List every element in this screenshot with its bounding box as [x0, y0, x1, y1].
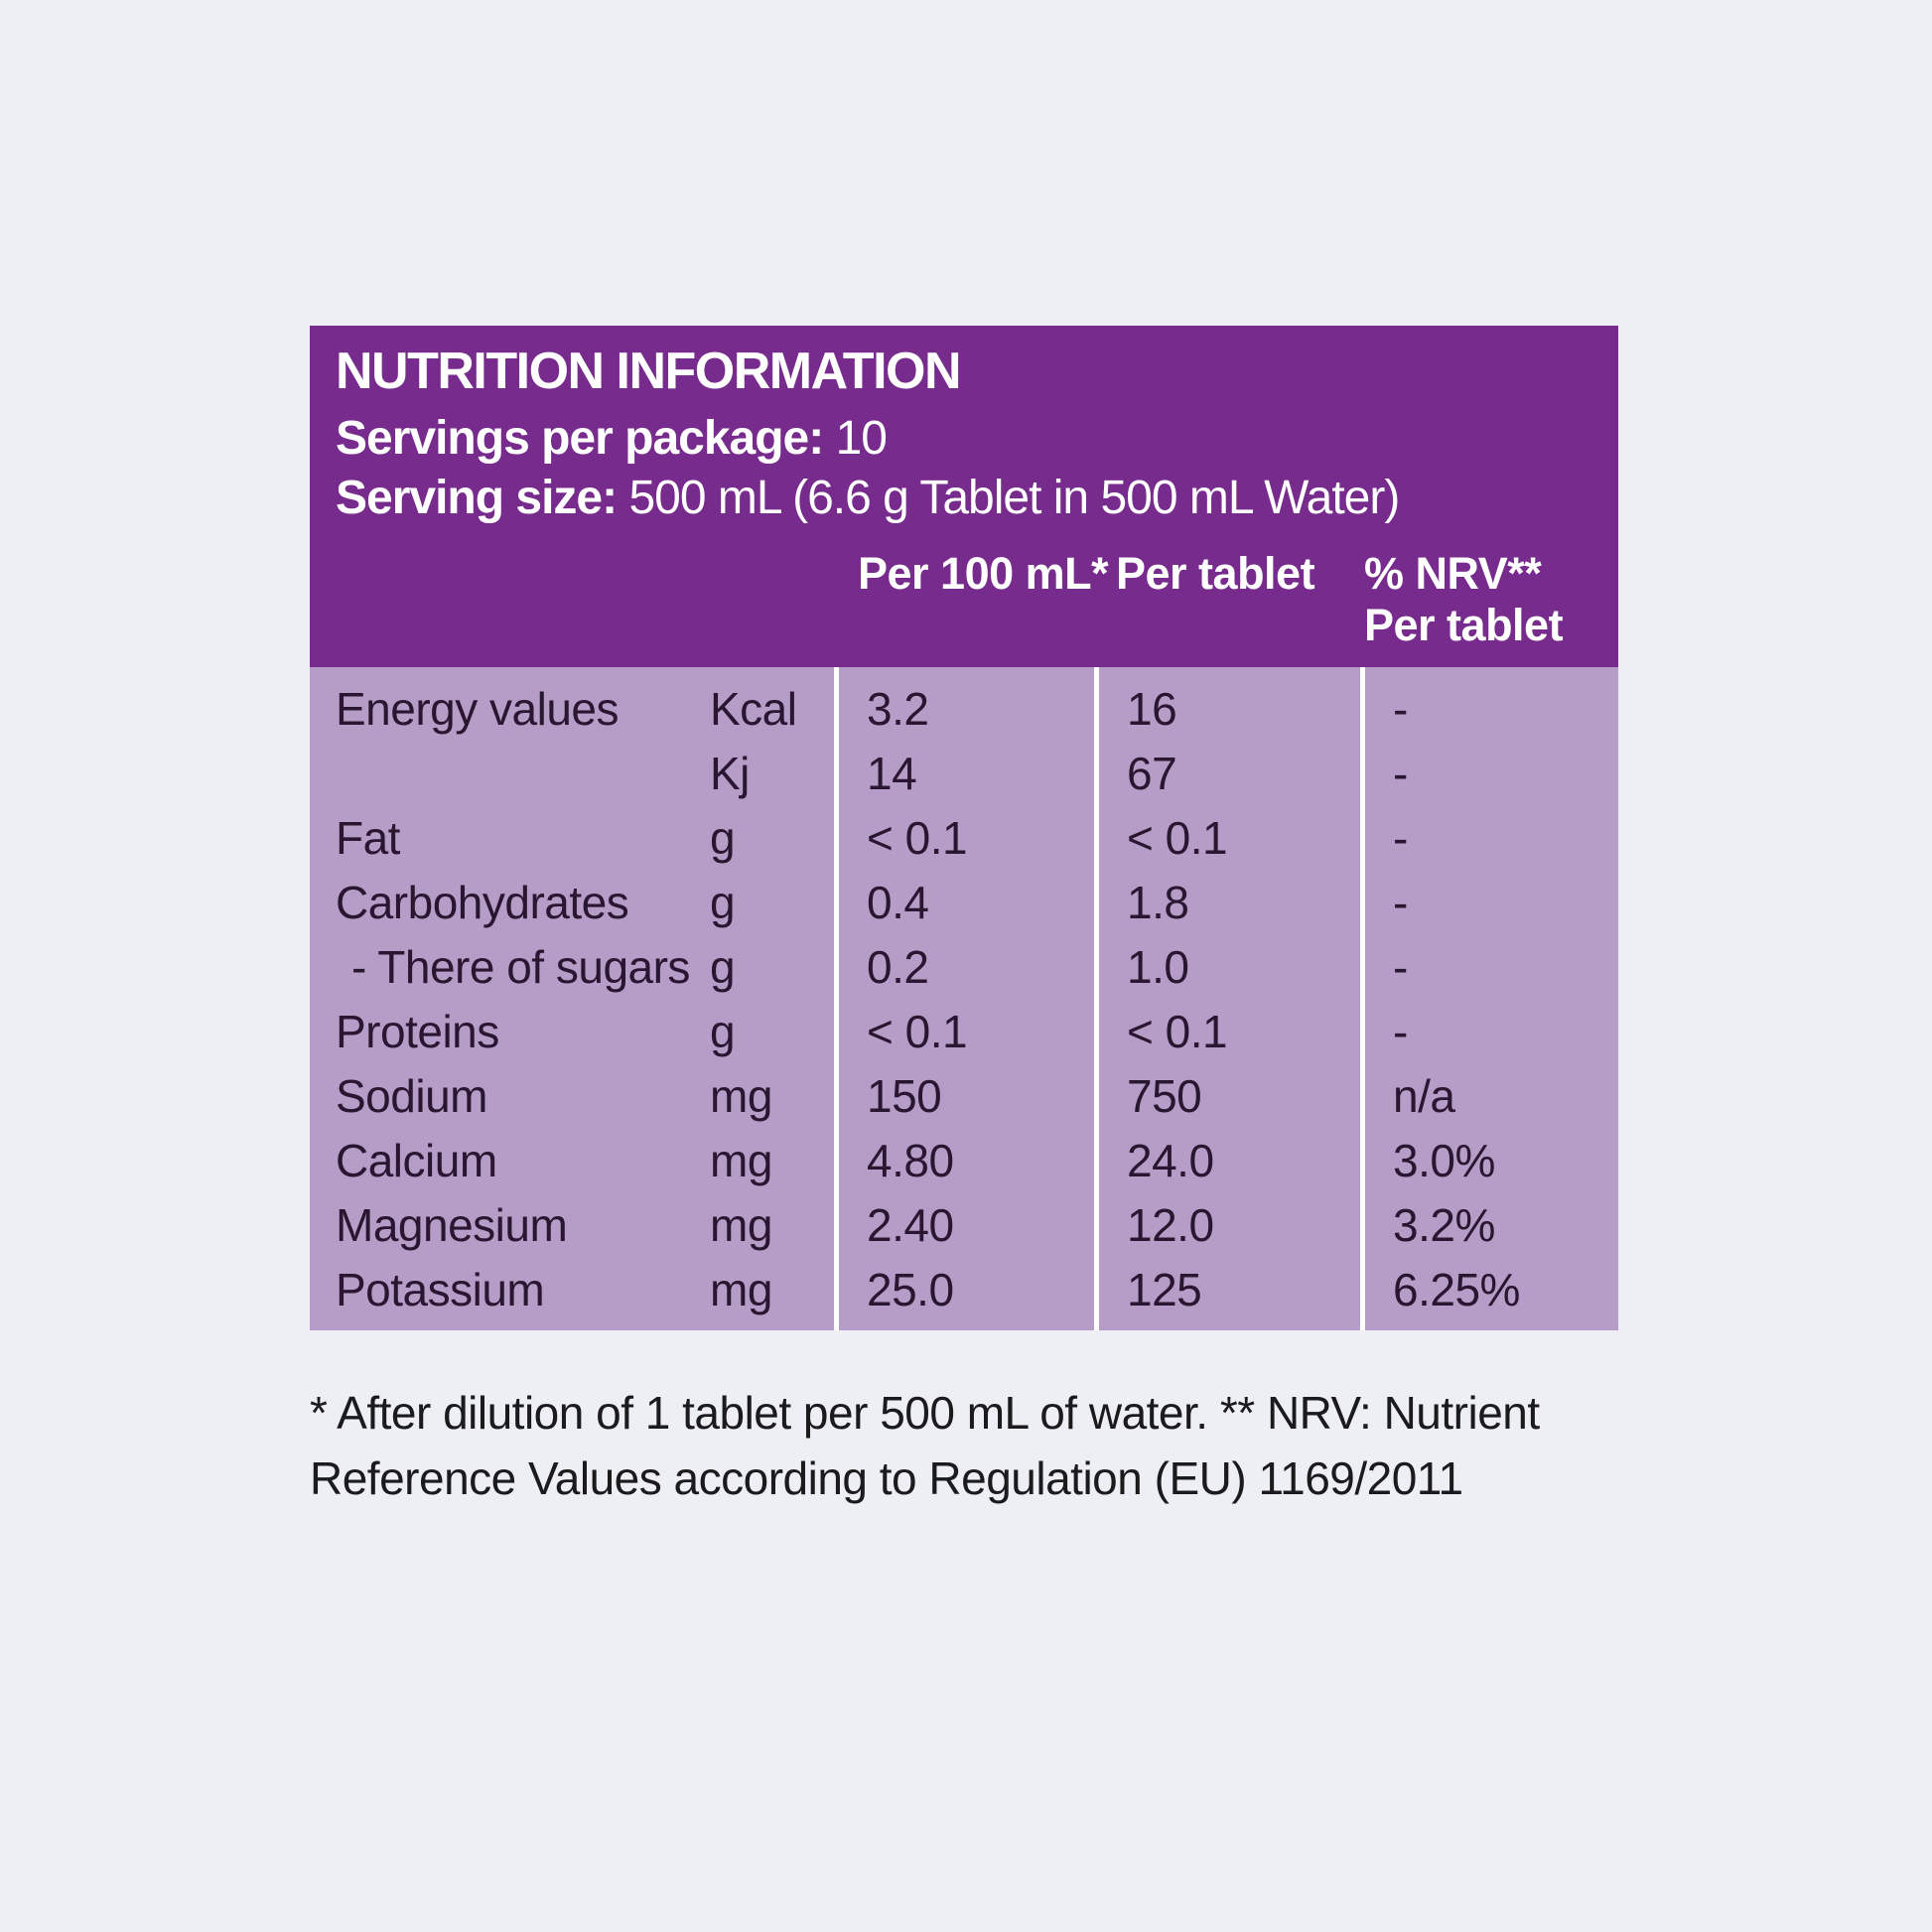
- panel-header: [310, 326, 1618, 667]
- nutrient-unit: g: [710, 812, 736, 864]
- nutrient-unit: mg: [710, 1264, 772, 1315]
- column-header-per-tablet: Per tablet: [1116, 548, 1315, 599]
- nutrient-unit: g: [710, 1006, 736, 1057]
- table-row-energy-kj: [310, 742, 1618, 806]
- nutrient-name: [310, 742, 710, 806]
- table-row-carbohydrates: [310, 871, 1618, 935]
- nutrient-unit: Kcal: [710, 683, 797, 735]
- column-header-nrv-line2: Per tablet: [1364, 600, 1564, 650]
- table-row-proteins: [310, 1000, 1618, 1064]
- table-row-energy-kcal: [310, 677, 1618, 742]
- servings-value: 10: [835, 412, 887, 465]
- value-per-tablet: 67: [1127, 748, 1177, 799]
- panel-body: [310, 667, 1618, 1330]
- value-per-100ml: 4.80: [867, 1135, 954, 1186]
- column-header-nrv-line1: % NRV**: [1364, 548, 1542, 599]
- value-per-tablet: < 0.1: [1127, 1006, 1228, 1057]
- serving-size-line: [336, 471, 1399, 525]
- servings-per-package-line: [336, 411, 887, 466]
- value-nrv: 3.0%: [1393, 1135, 1495, 1186]
- value-per-tablet: 1.8: [1127, 877, 1189, 928]
- servings-label: Servings per package:: [336, 412, 824, 465]
- column-header-per-100ml: Per 100 mL*: [858, 548, 1109, 599]
- footnote: [310, 1380, 1739, 1511]
- nutrient-name: Magnesium: [336, 1199, 568, 1251]
- value-per-tablet: 12.0: [1127, 1199, 1214, 1251]
- footnote-line-2: Reference Values according to Regulation (EU) 1169/2011: [310, 1452, 1463, 1504]
- value-per-100ml: < 0.1: [867, 1006, 968, 1057]
- value-nrv: -: [1393, 748, 1408, 799]
- value-per-100ml: 25.0: [867, 1264, 954, 1315]
- value-per-100ml: 14: [867, 748, 917, 799]
- value-per-tablet: 1.0: [1127, 941, 1189, 993]
- value-per-100ml: 150: [867, 1070, 942, 1122]
- nutrient-name: - There of sugars: [351, 941, 690, 993]
- value-nrv: n/a: [1393, 1070, 1455, 1122]
- value-nrv: 3.2%: [1393, 1199, 1495, 1251]
- table-row-fat: [310, 806, 1618, 871]
- table-row-magnesium: [310, 1193, 1618, 1258]
- value-per-100ml: 2.40: [867, 1199, 954, 1251]
- value-per-tablet: < 0.1: [1127, 812, 1228, 864]
- value-per-tablet: 16: [1127, 683, 1177, 735]
- value-per-tablet: 125: [1127, 1264, 1202, 1315]
- value-nrv: 6.25%: [1393, 1264, 1520, 1315]
- serving-size-label: Serving size:: [336, 472, 618, 524]
- nutrient-unit: mg: [710, 1199, 772, 1251]
- nutrient-unit: mg: [710, 1135, 772, 1186]
- value-nrv: -: [1393, 941, 1408, 993]
- table-row-calcium: [310, 1129, 1618, 1193]
- nutrition-rows: [310, 677, 1618, 1322]
- nutrient-unit: mg: [710, 1070, 772, 1122]
- value-nrv: -: [1393, 683, 1408, 735]
- panel-title: NUTRITION INFORMATION: [336, 343, 961, 400]
- nutrient-name: Fat: [336, 812, 400, 864]
- nutrient-name: Sodium: [336, 1070, 487, 1122]
- nutrient-unit: Kj: [710, 748, 750, 799]
- footnote-line-1: * After dilution of 1 tablet per 500 mL of water. ** NRV: Nutrient: [310, 1387, 1540, 1439]
- table-row-potassium: [310, 1258, 1618, 1322]
- nutrient-name: Calcium: [336, 1135, 497, 1186]
- nutrient-unit: g: [710, 941, 736, 993]
- value-nrv: -: [1393, 1006, 1408, 1057]
- value-nrv: -: [1393, 877, 1408, 928]
- value-per-100ml: 0.2: [867, 941, 929, 993]
- nutrient-name: Energy values: [336, 683, 619, 735]
- value-per-tablet: 24.0: [1127, 1135, 1214, 1186]
- nutrient-name: Carbohydrates: [336, 877, 629, 928]
- serving-size-value: 500 mL (6.6 g Tablet in 500 mL Water): [628, 472, 1400, 524]
- value-per-100ml: < 0.1: [867, 812, 968, 864]
- value-nrv: -: [1393, 812, 1408, 864]
- value-per-100ml: 3.2: [867, 683, 929, 735]
- nutrient-unit: g: [710, 877, 736, 928]
- table-row-sugars: [310, 935, 1618, 1000]
- value-per-100ml: 0.4: [867, 877, 929, 928]
- nutrition-panel: [310, 326, 1618, 1330]
- column-headers: [310, 548, 1618, 667]
- nutrient-name: Proteins: [336, 1006, 499, 1057]
- value-per-tablet: 750: [1127, 1070, 1202, 1122]
- column-header-nrv: [1364, 548, 1563, 651]
- table-row-sodium: [310, 1064, 1618, 1129]
- nutrient-name: Potassium: [336, 1264, 545, 1315]
